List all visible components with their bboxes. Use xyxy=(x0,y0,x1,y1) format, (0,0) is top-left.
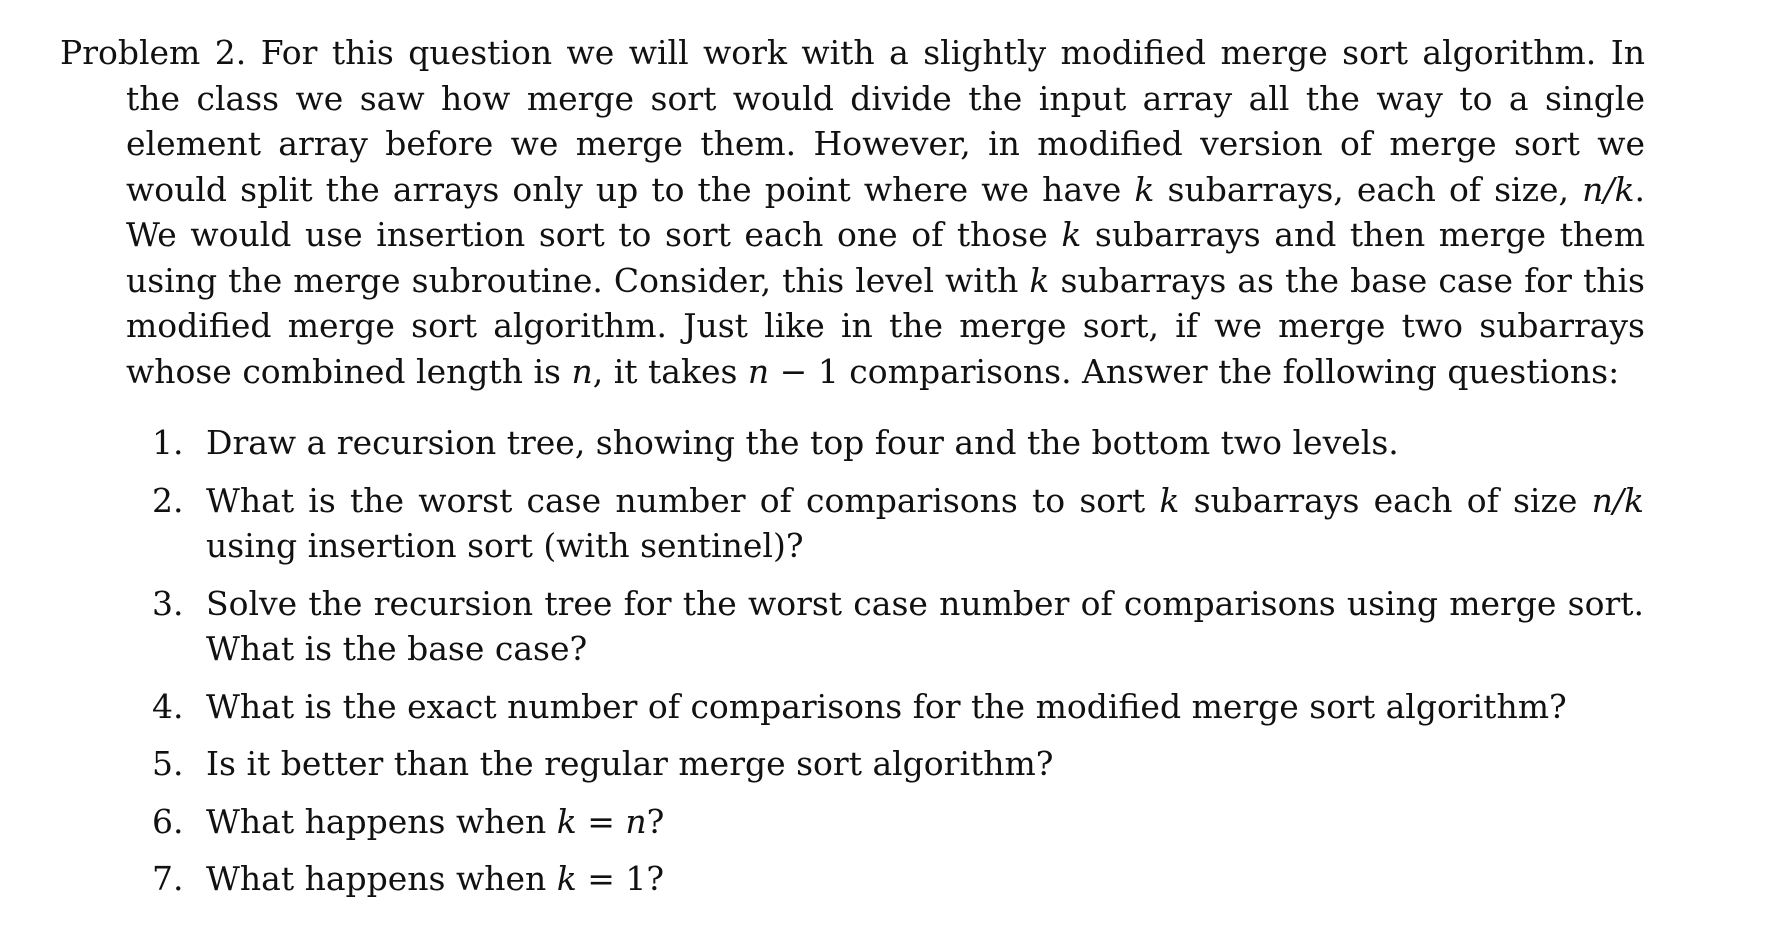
question-number: 3. xyxy=(152,583,184,623)
math-var: k xyxy=(1029,260,1050,300)
problem-text: − 1 comparisons. Answer the following questions: xyxy=(769,351,1620,391)
question-text: Is it better than the regular merge sort algorithm? xyxy=(206,744,1054,783)
question-number: 5. xyxy=(152,744,184,783)
question-text: What happens when xyxy=(206,801,557,841)
problem-statement xyxy=(60,30,1645,394)
math-var: n xyxy=(571,351,593,391)
problem-text: subarrays and then merge them using the merge subroutine. Consider, this level with xyxy=(126,215,1645,300)
math-var: k xyxy=(1159,480,1180,520)
question-item xyxy=(152,420,1644,466)
math-var: k xyxy=(1134,169,1155,209)
question-text: What is the exact number of comparisons for the modified merge sort algorithm? xyxy=(206,686,1567,726)
question-number: 2. xyxy=(152,480,184,520)
question-text: = xyxy=(576,801,626,841)
problem-text: , it takes xyxy=(592,351,748,391)
question-number: 6. xyxy=(152,801,184,841)
problem-paragraph xyxy=(60,30,1645,394)
question-item xyxy=(152,581,1644,672)
question-item xyxy=(152,478,1644,569)
question-text: = 1? xyxy=(576,859,665,898)
question-number: 4. xyxy=(152,686,184,726)
question-item xyxy=(152,741,1644,787)
question-item xyxy=(152,799,1644,845)
question-text: What happens when xyxy=(206,859,557,898)
question-number: 1. xyxy=(152,423,184,462)
question-text: What is the worst case number of comparisons to sort xyxy=(206,480,1160,520)
math-var: n/k xyxy=(1582,169,1635,209)
question-text: Solve the recursion tree for the worst case number of comparisons using merge sort. What is the base case? xyxy=(206,583,1644,668)
question-text: ? xyxy=(646,801,665,841)
question-list xyxy=(152,420,1644,914)
math-var: n xyxy=(747,351,770,391)
math-var: n/k xyxy=(1591,480,1644,520)
math-var: k xyxy=(1061,215,1082,254)
question-text: using insertion sort (with sentinel)? xyxy=(206,526,804,565)
math-var: k xyxy=(556,801,577,841)
question-item xyxy=(152,856,1644,902)
problem-text: subarrays, each of size, xyxy=(1154,169,1583,209)
problem-text: . We would use insertion sort to sort each one of those xyxy=(126,169,1645,254)
problem-text: For this question we will work with a slightly modified merge sort algorithm. In the class we saw how merge sort would divide the input array all the way to a single element array before we merge them. However, in modified version of merge sort we would split the arrays only up to the point where we have xyxy=(126,33,1645,209)
math-var: k xyxy=(556,859,577,898)
question-text: subarrays each of size xyxy=(1179,480,1592,520)
math-var: n xyxy=(625,801,647,841)
problem-heading: Problem 2. xyxy=(60,33,247,72)
problem-text: subarrays as the base case for this modified merge sort algorithm. Just like in the merge sort, if we merge two subarrays whose combined length is xyxy=(126,260,1645,391)
question-text: Draw a recursion tree, showing the top four and the bottom two levels. xyxy=(206,423,1399,462)
question-number: 7. xyxy=(152,859,184,898)
question-item xyxy=(152,684,1644,730)
